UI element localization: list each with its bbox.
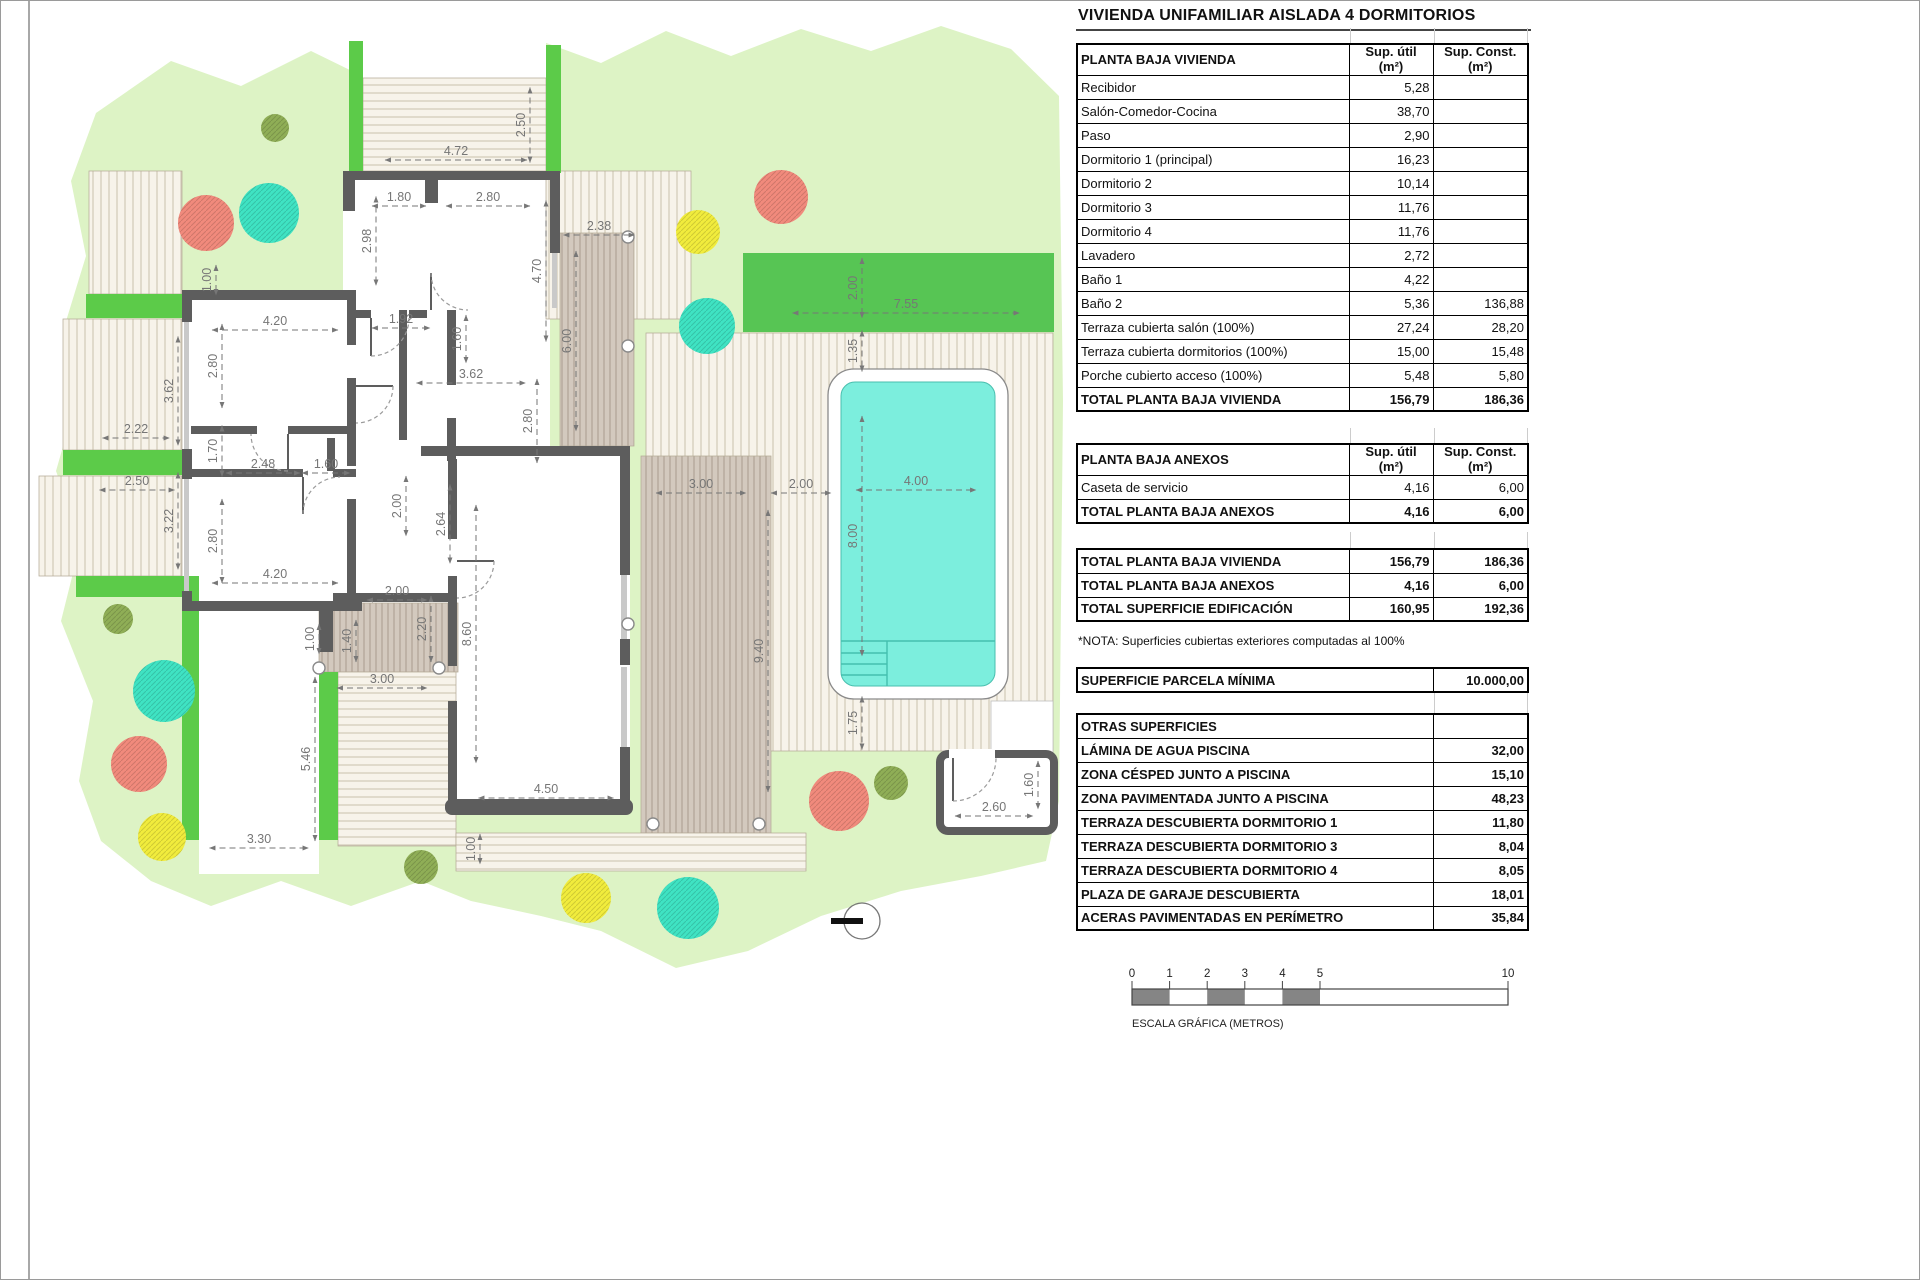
table-cell: PLAZA DE GARAJE DESCUBIERTA <box>1077 882 1433 906</box>
svg-text:2.80: 2.80 <box>475 190 501 204</box>
svg-text:10: 10 <box>1501 968 1515 980</box>
table-cell: TOTAL PLANTA BAJA ANEXOS <box>1077 573 1349 597</box>
table-cell: 6,00 <box>1433 499 1528 523</box>
table-cell: OTRAS SUPERFICIES <box>1077 714 1433 738</box>
table-cell: 27,24 <box>1349 315 1433 339</box>
table-cell: 160,95 <box>1349 597 1433 621</box>
svg-text:1.00: 1.00 <box>200 267 214 293</box>
svg-text:3.30: 3.30 <box>246 832 272 846</box>
table-cell: Dormitorio 4 <box>1077 219 1349 243</box>
table-cell <box>1433 219 1528 243</box>
deck-left-3 <box>39 476 182 576</box>
table-cell: Caseta de servicio <box>1077 475 1349 499</box>
table-cell: Sup. útil (m²) <box>1349 444 1433 475</box>
table-cell: TOTAL PLANTA BAJA VIVIENDA <box>1077 549 1349 573</box>
table-cell: Sup. Const. (m²) <box>1433 444 1528 475</box>
svg-text:3: 3 <box>1241 968 1249 980</box>
svg-text:1.60: 1.60 <box>450 326 464 352</box>
table-cell: 5,80 <box>1433 363 1528 387</box>
table-cell: 5,48 <box>1349 363 1433 387</box>
table-superficie-parcela <box>1076 667 1529 693</box>
table-cell: PLANTA BAJA VIVIENDA <box>1077 44 1349 75</box>
table-cell: 5,28 <box>1349 75 1433 99</box>
svg-text:4.00: 4.00 <box>903 474 929 488</box>
table-cell: Lavadero <box>1077 243 1349 267</box>
sheet-title: VIVIENDA UNIFAMILIAR AISLADA 4 DORMITORIOS <box>1076 1 1531 31</box>
table-cell <box>1433 75 1528 99</box>
svg-text:2.00: 2.00 <box>390 493 404 519</box>
table-cell: Baño 2 <box>1077 291 1349 315</box>
porch-column <box>622 618 634 630</box>
table-cell: 156,79 <box>1349 549 1433 573</box>
table-cell: TERRAZA DESCUBIERTA DORMITORIO 3 <box>1077 834 1433 858</box>
table-cell: 16,23 <box>1349 147 1433 171</box>
table-cell: 11,80 <box>1433 810 1528 834</box>
table-cell: TERRAZA DESCUBIERTA DORMITORIO 1 <box>1077 810 1433 834</box>
svg-text:8.00: 8.00 <box>846 523 860 549</box>
svg-text:2.80: 2.80 <box>521 408 535 434</box>
svg-text:1.60: 1.60 <box>313 457 339 471</box>
svg-text:1.92: 1.92 <box>388 312 414 326</box>
table-resumen-totales <box>1076 548 1529 622</box>
svg-text:5: 5 <box>1316 968 1324 980</box>
table-cell: 38,70 <box>1349 99 1433 123</box>
table-cell: Porche cubierto acceso (100%) <box>1077 363 1349 387</box>
table-cell <box>1433 147 1528 171</box>
table-cell: 18,01 <box>1433 882 1528 906</box>
porch-column <box>433 662 445 674</box>
svg-text:2.00: 2.00 <box>788 477 814 491</box>
svg-text:1.00: 1.00 <box>303 626 317 652</box>
pool-hedge <box>743 253 1054 332</box>
table-cell <box>1433 171 1528 195</box>
table-cell: ZONA CÉSPED JUNTO A PISCINA <box>1077 762 1433 786</box>
table-cell: 4,16 <box>1349 573 1433 597</box>
table-cell: 8,05 <box>1433 858 1528 882</box>
table-cell: ZONA PAVIMENTADA JUNTO A PISCINA <box>1077 786 1433 810</box>
deck-center-bottom <box>338 672 456 846</box>
table-cell: 156,79 <box>1349 387 1433 411</box>
svg-text:2.50: 2.50 <box>514 112 528 138</box>
table-cell: 4,16 <box>1349 475 1433 499</box>
svg-text:2.80: 2.80 <box>206 353 220 379</box>
table-cell <box>1433 714 1528 738</box>
table-cell: 10,14 <box>1349 171 1433 195</box>
table-cell: Baño 1 <box>1077 267 1349 291</box>
table-cell: 186,36 <box>1433 387 1528 411</box>
table-cell: Salón-Comedor-Cocina <box>1077 99 1349 123</box>
table-cell: SUPERFICIE PARCELA MÍNIMA <box>1077 668 1433 692</box>
svg-text:3.00: 3.00 <box>688 477 714 491</box>
porch-column <box>622 340 634 352</box>
table-cell: 8,04 <box>1433 834 1528 858</box>
table-cell: ACERAS PAVIMENTADAS EN PERÍMETRO <box>1077 906 1433 930</box>
svg-text:2.20: 2.20 <box>415 616 429 642</box>
table-cell: PLANTA BAJA ANEXOS <box>1077 444 1349 475</box>
svg-text:1.75: 1.75 <box>846 710 860 736</box>
table-cell: 15,48 <box>1433 339 1528 363</box>
table-cell: 35,84 <box>1433 906 1528 930</box>
dim-label <box>464 834 480 864</box>
svg-text:2.60: 2.60 <box>981 800 1007 814</box>
table-otras-superficies <box>1076 713 1529 931</box>
svg-text:2: 2 <box>1203 968 1211 980</box>
svg-text:5.46: 5.46 <box>299 746 313 772</box>
deck-left-1 <box>89 171 182 294</box>
table-cell: TOTAL PLANTA BAJA ANEXOS <box>1077 499 1349 523</box>
table-cell: 136,88 <box>1433 291 1528 315</box>
table-cell: TERRAZA DESCUBIERTA DORMITORIO 4 <box>1077 858 1433 882</box>
svg-text:4.70: 4.70 <box>530 258 544 284</box>
svg-text:2.48: 2.48 <box>250 457 276 471</box>
table-cell: 4,16 <box>1349 499 1433 523</box>
table-cell: 2,72 <box>1349 243 1433 267</box>
svg-text:9.40: 9.40 <box>752 638 766 664</box>
svg-text:3.00: 3.00 <box>369 672 395 686</box>
table-cell: 32,00 <box>1433 738 1528 762</box>
svg-text:2.22: 2.22 <box>123 422 149 436</box>
svg-text:1.00: 1.00 <box>464 836 478 862</box>
svg-text:1.80: 1.80 <box>386 190 412 204</box>
table-planta-baja-vivienda <box>1076 43 1529 412</box>
table-cell: Terraza cubierta salón (100%) <box>1077 315 1349 339</box>
svg-text:1.40: 1.40 <box>340 628 354 654</box>
dim-label <box>200 265 216 295</box>
table-cell: 192,36 <box>1433 597 1528 621</box>
table-cell: 6,00 <box>1433 475 1528 499</box>
svg-text:0: 0 <box>1128 968 1136 980</box>
table-cell: 10.000,00 <box>1433 668 1528 692</box>
site-plan-drawing <box>1 1 1920 1280</box>
deck-notch <box>991 701 1053 753</box>
table-cell <box>1433 243 1528 267</box>
table-cell <box>1433 195 1528 219</box>
table-cell: Dormitorio 1 (principal) <box>1077 147 1349 171</box>
svg-text:2.80: 2.80 <box>206 528 220 554</box>
table-cell: 186,36 <box>1433 549 1528 573</box>
svg-text:7.55: 7.55 <box>893 297 919 311</box>
table-cell: Recibidor <box>1077 75 1349 99</box>
svg-text:4.50: 4.50 <box>533 782 559 796</box>
porch-column <box>647 818 659 830</box>
table-cell: 2,90 <box>1349 123 1433 147</box>
svg-text:1: 1 <box>1166 968 1173 980</box>
svg-text:1.70: 1.70 <box>206 438 220 464</box>
svg-text:2.98: 2.98 <box>360 228 374 254</box>
svg-text:3.22: 3.22 <box>162 508 176 534</box>
table-cell: TOTAL PLANTA BAJA VIVIENDA <box>1077 387 1349 411</box>
table-cell: 15,10 <box>1433 762 1528 786</box>
table-cell: Dormitorio 2 <box>1077 171 1349 195</box>
table-cell: Terraza cubierta dormitorios (100%) <box>1077 339 1349 363</box>
table-cell <box>1433 99 1528 123</box>
dim-label <box>303 624 319 654</box>
svg-text:2.38: 2.38 <box>586 219 612 233</box>
table-cell: 6,00 <box>1433 573 1528 597</box>
table-cell: LÁMINA DE AGUA PISCINA <box>1077 738 1433 762</box>
svg-text:4: 4 <box>1279 968 1286 980</box>
table-cell <box>1433 267 1528 291</box>
table-cell: Dormitorio 3 <box>1077 195 1349 219</box>
svg-text:4.72: 4.72 <box>443 144 469 158</box>
porch-column <box>313 662 325 674</box>
porch-column <box>753 818 765 830</box>
svg-text:6.00: 6.00 <box>560 328 574 354</box>
table-cell: Paso <box>1077 123 1349 147</box>
table-cell: 5,36 <box>1349 291 1433 315</box>
graphic-scale-bar <box>1129 968 1515 1030</box>
deck-south-walk <box>456 833 806 871</box>
table-cell: Sup. útil (m²) <box>1349 44 1433 75</box>
table-cell: 48,23 <box>1433 786 1528 810</box>
table-cell <box>1433 123 1528 147</box>
table-cell: Sup. Const. (m²) <box>1433 44 1528 75</box>
table-cell: 4,22 <box>1349 267 1433 291</box>
table-cell: 11,76 <box>1349 195 1433 219</box>
svg-text:1.35: 1.35 <box>846 338 860 364</box>
svg-text:8.60: 8.60 <box>460 621 474 647</box>
porch-column <box>622 231 634 243</box>
table-cell: 15,00 <box>1349 339 1433 363</box>
svg-text:4.20: 4.20 <box>262 314 288 328</box>
table-planta-baja-anexos <box>1076 443 1529 524</box>
svg-text:2.00: 2.00 <box>384 584 410 598</box>
table-cell: 11,76 <box>1349 219 1433 243</box>
table-cell: 28,20 <box>1433 315 1528 339</box>
nota-text: *NOTA: Superficies cubiertas exteriores computadas al 100% <box>1078 634 1405 648</box>
svg-text:1.60: 1.60 <box>1022 772 1036 798</box>
svg-text:2.64: 2.64 <box>434 511 448 537</box>
svg-text:2.00: 2.00 <box>846 275 860 301</box>
area-tables-panel <box>1076 1 1529 31</box>
svg-text:2.50: 2.50 <box>124 474 150 488</box>
svg-text:4.20: 4.20 <box>262 567 288 581</box>
table-cell: TOTAL SUPERFICIE EDIFICACIÓN <box>1077 597 1349 621</box>
scale-label: ESCALA GRÁFICA (METROS) <box>1132 1018 1284 1030</box>
svg-text:3.62: 3.62 <box>162 378 176 404</box>
caseta-servicio <box>940 749 1054 831</box>
svg-text:3.62: 3.62 <box>458 367 484 381</box>
